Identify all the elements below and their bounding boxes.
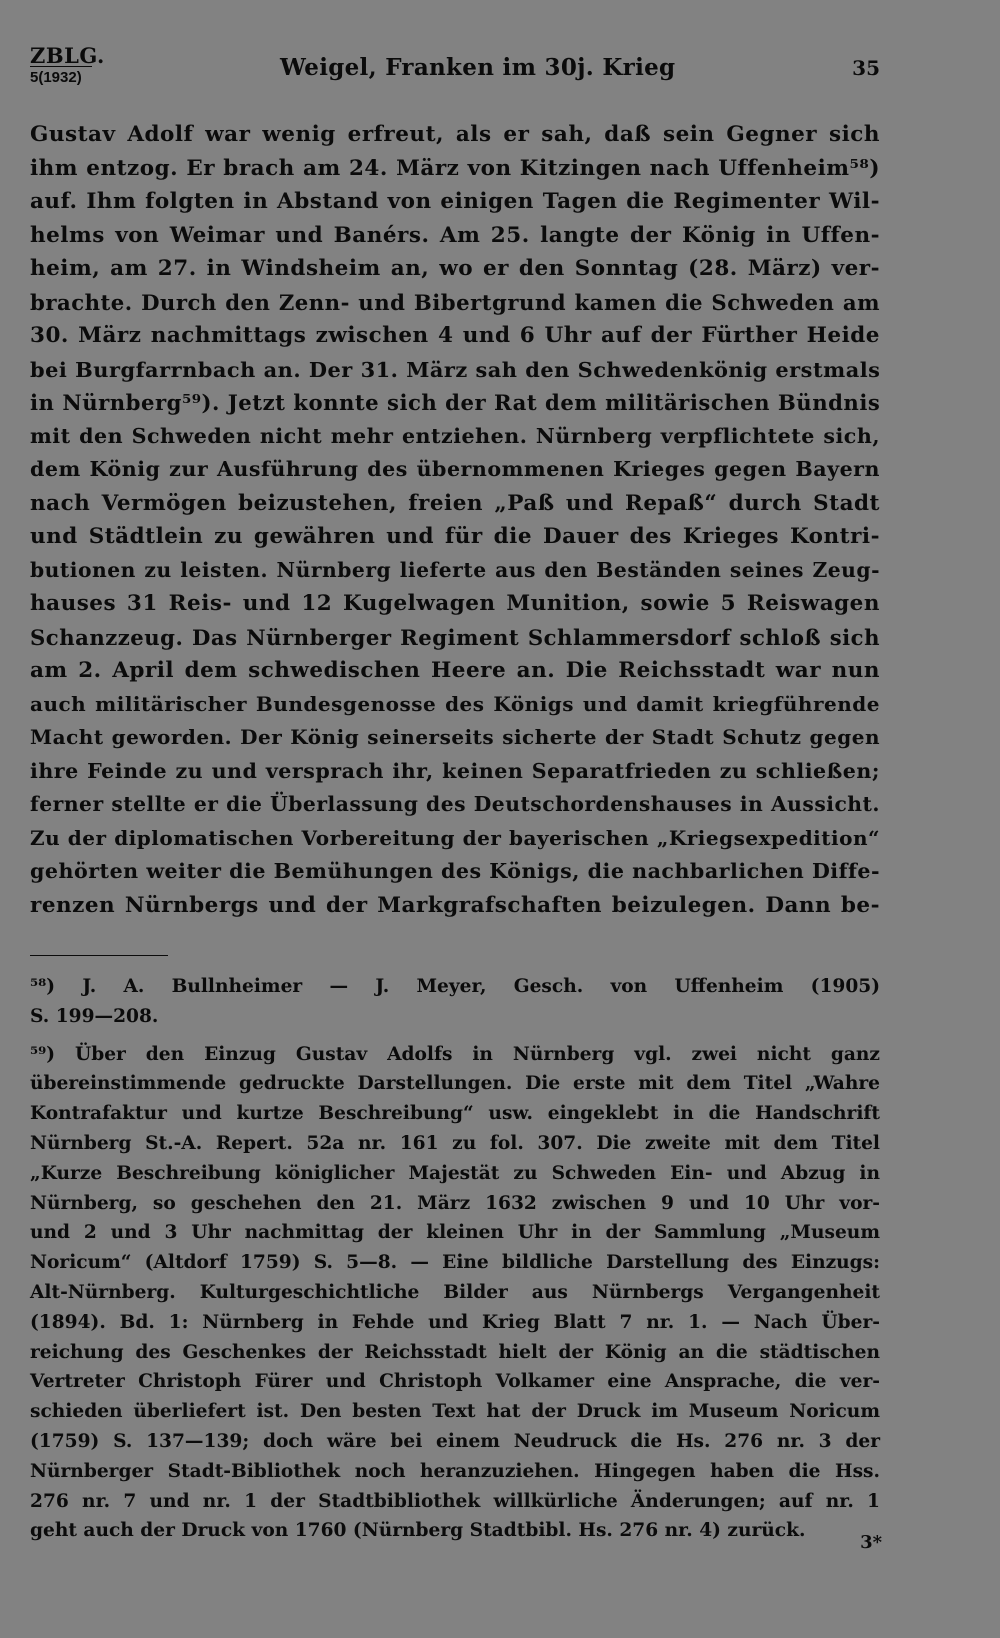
footnote-59-line: Nürnberg St.-A. Repert. 52a nr. 161 zu fol. 307. Die zweite mit dem Titel [30, 1132, 880, 1154]
footnote-59-line: 276 nr. 7 und nr. 1 der Stadtbibliothek willkürliche Änderungen; auf nr. 1 [30, 1490, 880, 1512]
text-line: Zu der diplomatischen Vorbereitung der bayerischen „Kriegsexpedition“ [30, 825, 880, 850]
footnotes [30, 972, 880, 1546]
journal-reference [30, 43, 105, 88]
footnote-59-line: (1894). Bd. 1: Nürnberg in Fehde und Krieg Blatt 7 nr. 1. — Nach Über- [30, 1311, 880, 1333]
text-line: auf. Ihm folgten in Abstand von einigen Tagen die Regimenter Wil- [30, 189, 880, 214]
text-line: helms von Weimar und Banérs. Am 25. langte der König in Uffen- [30, 222, 880, 248]
text-line: ihre Feinde zu und versprach ihr, keinen Separatfrieden zu schließen; [30, 758, 880, 783]
text-line: heim, am 27. in Windsheim an, wo er den Sonntag (28. März) ver- [30, 256, 880, 281]
signature-mark: 3* [860, 1532, 882, 1553]
text-line: brachte. Durch den Zenn- und Bibertgrund kamen die Schweden am [30, 289, 880, 315]
text-line: hauses 31 Reis- und 12 Kugelwagen Munition, sowie 5 Reiswagen [30, 591, 880, 616]
text-line: ihm entzog. Er brach am 24. März von Kitzingen nach Uffenheim⁵⁸) [30, 155, 880, 181]
footnote-59-line: Kontrafaktur und kurtze Beschreibung“ usw. eingeklebt in die Handschrift [30, 1103, 880, 1125]
footnote-58-line: S. 199—208. [30, 1005, 159, 1027]
text-line: 30. März nachmittags zwischen 4 und 6 Uhr auf der Fürther Heide [30, 323, 880, 348]
text-line: renzen Nürnbergs und der Markgrafschaften beizulegen. Dann be- [30, 892, 880, 918]
text-line: gehörten weiter die Bemühungen des Königs, die nachbarlichen Diffe- [30, 859, 880, 883]
text-line: Macht geworden. Der König seinerseits sicherte der Stadt Schutz gegen [30, 725, 880, 749]
journal-volume: 5(1932) [30, 66, 92, 88]
footnote-58-line: ⁵⁸) J. A. Bullnheimer — J. Meyer, Gesch. von Uffenheim (1905) [30, 976, 880, 997]
footnote-59-line: Vertreter Christoph Fürer und Christoph Volkamer eine Ansprache, die ver- [30, 1371, 880, 1393]
footnote-59-line: Noricum“ (Altdorf 1759) S. 5—8. — Eine bildliche Darstellung des Einzugs: [30, 1252, 880, 1274]
text-line: mit den Schweden nicht mehr entziehen. Nürnberg verpflichtete sich, [30, 423, 880, 448]
footnote-59-line: geht auch der Druck von 1760 (Nürnberg Stadtbibl. Hs. 276 nr. 4) zurück. [30, 1520, 806, 1542]
footnote-divider [30, 955, 168, 956]
running-title: Weigel, Franken im 30j. Krieg [280, 54, 676, 81]
text-line: bei Burgfarrnbach an. Der 31. März sah den Schwedenkönig erstmals [30, 356, 881, 382]
text-line: dem König zur Ausführung des übernommenen Krieges gegen Bayern [30, 457, 880, 481]
footnote-59-line: (1759) S. 137—139; doch wäre bei einem Neudruck die Hs. 276 nr. 3 der [30, 1430, 880, 1452]
text-line: auch militärischer Bundesgenosse des Königs und damit kriegführende [30, 691, 880, 716]
text-line: butionen zu leisten. Nürnberg lieferte aus den Beständen seines Zeug- [30, 557, 880, 582]
text-line: Schanzzeug. Das Nürnberger Regiment Schlammersdorf schloß sich [30, 624, 880, 650]
page-number: 35 [852, 56, 880, 80]
footnote-59-line: reichung des Geschenkes der Reichsstadt hielt der König an die städtischen [30, 1341, 880, 1363]
footnote-59-line: Nürnberg, so geschehen den 21. März 1632 zwischen 9 und 10 Uhr vor- [30, 1192, 880, 1214]
footnote-59-line: ⁵⁹) Über den Einzug Gustav Adolfs in Nürnberg vgl. zwei nicht ganz [30, 1043, 880, 1065]
text-line: in Nürnberg⁵⁹). Jetzt konnte sich der Rat dem militärischen Bündnis [30, 390, 881, 415]
text-line: ferner stellte er die Überlassung des Deutschordenshauses in Aussicht. [30, 792, 880, 816]
footnote-59-line: übereinstimmende gedruckte Darstellungen. Die erste mit dem Titel „Wahre [30, 1073, 880, 1095]
footnote-59-line: schieden überliefert ist. Den besten Text hat der Druck im Museum Noricum [30, 1401, 880, 1423]
running-head [30, 43, 880, 96]
text-line: am 2. April dem schwedischen Heere an. Die Reichsstadt war nun [30, 658, 880, 683]
text-line: nach Vermögen beizustehen, freien „Paß und Repaß“ durch Stadt [30, 490, 880, 516]
footnote-59-line: „Kurze Beschreibung königlicher Majestät zu Schweden Ein- und Abzug in [30, 1162, 880, 1184]
main-text [30, 118, 880, 922]
journal-abbreviation: ZBLG. [30, 43, 105, 68]
footnote-59-line: Nürnberger Stadt-Bibliothek noch heranzuziehen. Hingegen haben die Hss. [30, 1460, 880, 1482]
footnote-59-line: und 2 und 3 Uhr nachmittag der kleinen Uhr in der Sammlung „Museum [30, 1222, 880, 1244]
text-line: Gustav Adolf war wenig erfreut, als er sah, daß sein Gegner sich [30, 122, 880, 147]
text-line: und Städtlein zu gewähren und für die Dauer des Krieges Kontri- [30, 524, 880, 549]
footnote-59-line: Alt-Nürnberg. Kulturgeschichtliche Bilder aus Nürnbergs Vergangenheit [30, 1281, 880, 1303]
